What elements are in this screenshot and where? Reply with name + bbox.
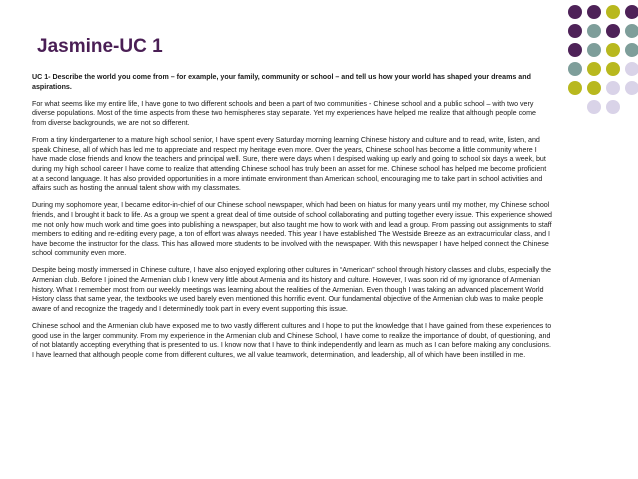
slide-title: Jasmine-UC 1 [37,36,163,57]
dot-teal [625,43,638,57]
dot-olive [568,81,582,95]
dot-purple [568,43,582,57]
dot-lavender [606,100,620,114]
dot-lavender [587,100,601,114]
essay-paragraph: From a tiny kindergartener to a mature high school senior, I have spent every Saturday morning learning Chinese history and culture and to read, write, listen, and speak Chinese, all of which has led me to appreciate and respect my heritage even more. Over the years, Chinese school has become a little community where I have made close friends and know the teachers and principal well. Sure, there were days when I despised waking up early and going to school six days a week, but during my high school career I have come to realize that attending Chinese school has truly been an asset for me. Chinese school has helped me become proficient at a second language. It has also provided opportunities in a more intimate environment than American school, encouraging me to take part in school activities and affairs such as hosting the annual talent show with my classmates. [32,136,547,193]
dot-purple [606,24,620,38]
dot-purple [568,5,582,19]
dot-teal [568,62,582,76]
dot-olive [606,43,620,57]
dot-teal [587,43,601,57]
essay-paragraph: During my sophomore year, I became editor-in-chief of our Chinese school newspaper, which had been on hiatus for many years until my mother, my Chinese school friends, and I brought it back to life. As a group we spent a great deal of time outside of school collaborating and putting together every issue. This experience showed me not only how much work and time goes into publishing a newspaper, but also taught me how to work with and lead a group. From passing out assignments to staff members to editing and re-editing every page, a ton of effort was always needed. This year I have established The Westside Breeze as an extracurricular class, and I have become the instructor for the class. This has allowed more students to be involved with the newspaper. With this newspaper I have helped connect the Chinese school community even more. [32,201,552,258]
dot-olive [587,62,601,76]
essay-prompt: UC 1- Describe the world you come from – for example, your family, community or school – and tell us how your world has shaped your dreams and aspirations. [32,73,531,91]
decorative-dot-grid [566,5,638,125]
essay-paragraph: For what seems like my entire life, I have gone to two different schools and been a part of two communities - Chinese school and a public school – with two very diverse populations. Most of the time aspects from these two hemispheres stay separate. Yet my experiences have helped me realize that although people come from diverse backgrounds, we are not so different. [32,99,536,127]
essay-paragraph: Despite being mostly immersed in Chinese culture, I have also enjoyed exploring other cultures in “American” school through history classes and clubs, especially the Armenian club. Before I joined the Armenian club I knew very little about Armenia and its history and culture. However, I was soon rid of my ignorance of Armenian history. What I remember most from our weekly meetings was learning about the realities of the Armenian. Even though I was taking an advanced placement World History class that same year, the textbooks we used barely even mentioned this horrific event. Our fundamental objective of the Armenian club was to make people aware of and recognize the tragedy and I determinedly took part in every event supporting this issue. [32,266,551,313]
dot-lavender [625,62,638,76]
dot-olive [606,62,620,76]
dot-lavender [625,81,638,95]
dot-teal [587,24,601,38]
dot-teal [625,24,638,38]
dot-lavender [606,81,620,95]
dot-purple [587,5,601,19]
dot-purple [568,24,582,38]
essay-paragraph: Chinese school and the Armenian club have exposed me to two vastly different cultures and I hope to put the knowledge that I have gained from these experiences to good use in the larger community. From my experience in the Armenian club and Chinese School, I have come to realize the importance of doubt, of questioning, and of not blatantly accepting everything that is presented to us. I know now that I have to think independently and learn as much as I can before making any conclusions. I have learned that although people come from different cultures, we all value teamwork, determination, and leadership, all of which have been instilled in me. [32,322,552,359]
dot-olive [587,81,601,95]
essay-body [32,73,552,368]
dot-purple [625,5,638,19]
dot-olive [606,5,620,19]
